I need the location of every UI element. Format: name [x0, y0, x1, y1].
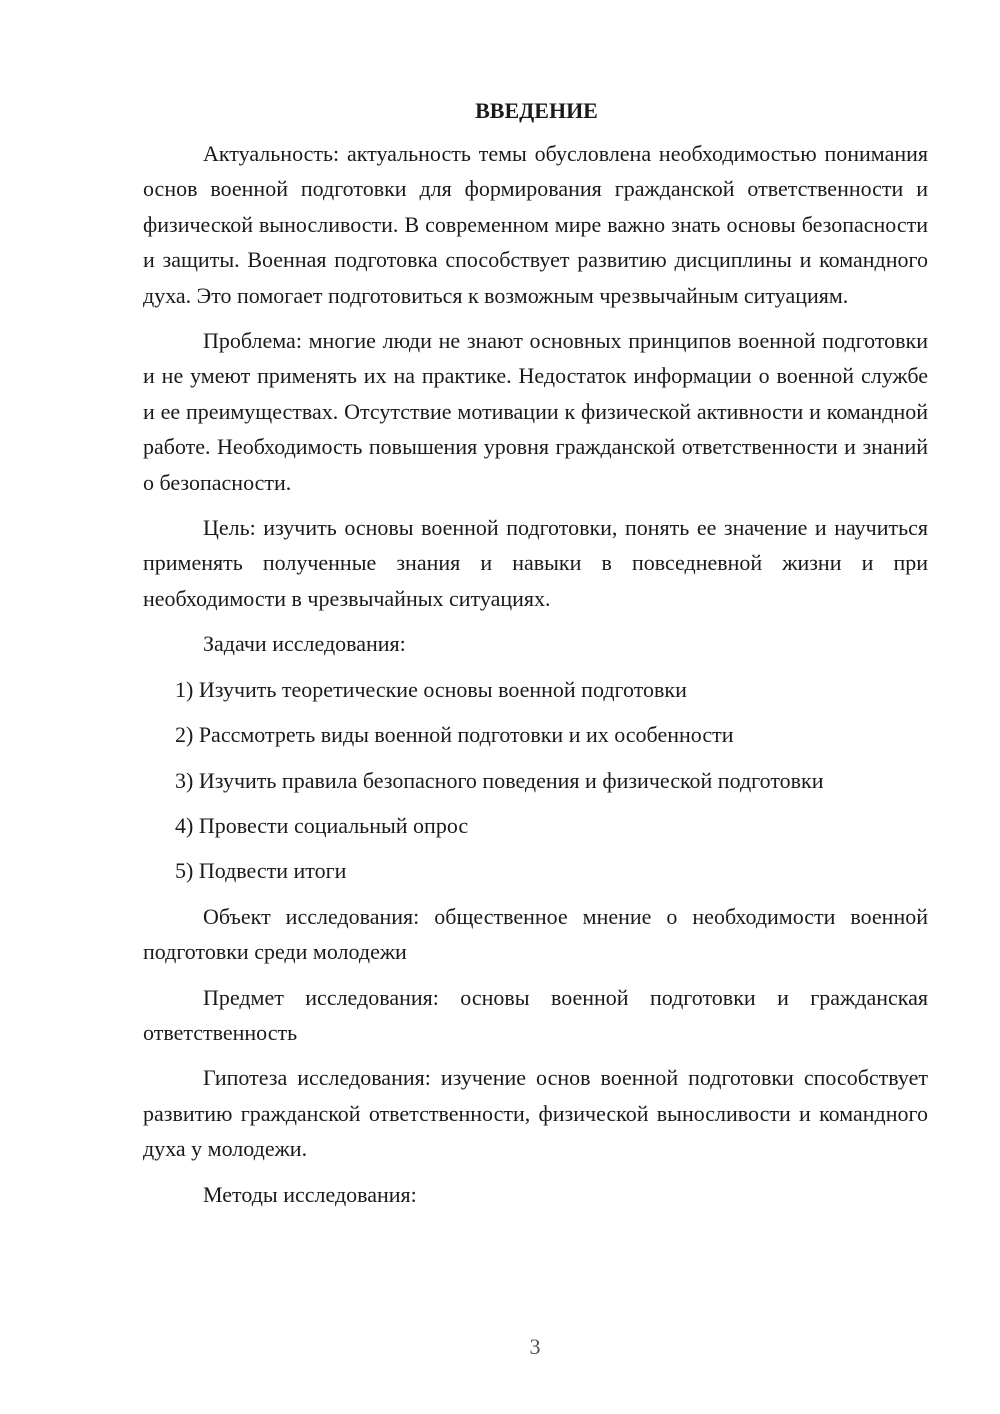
- problem-paragraph: Проблема: многие люди не знают основных принципов военной подготовки и не умеют применять их на практике. Недостаток информации о военной службе и ее преимуществах. Отсутствие мотивации к физической активности и командной работе. Необходимость повышения уровня гражданской ответственности и знаний о безопасности.: [143, 328, 928, 495]
- task-item: 4) Провести социальный опрос: [175, 812, 469, 838]
- task-item: 5) Подвести итоги: [175, 858, 347, 884]
- page-number: 3: [529, 1334, 541, 1359]
- task-item: 1) Изучить теоретические основы военной подготовки: [175, 676, 687, 702]
- subject-paragraph: Предмет исследования: основы военной подготовки и гражданская ответственность: [143, 984, 928, 1045]
- task-item: 2) Рассмотреть виды военной подготовки и их особенности: [175, 722, 734, 748]
- tasks-heading: Задачи исследования:: [203, 631, 406, 657]
- task-item: 3) Изучить правила безопасного поведения и физической подготовки: [175, 767, 824, 793]
- relevance-paragraph: Актуальность: актуальность темы обусловлена необходимостью понимания основ военной подготовки для формирования гражданской ответственности и физической выносливости. В современном мире важно знать основы безопасности и защиты. Военная подготовка способствует развитию дисциплины и командного духа. Это помогает подготовиться к возможным чрезвычайным ситуациям.: [143, 141, 928, 308]
- tasks-list: [143, 672, 928, 889]
- hypothesis-paragraph: Гипотеза исследования: изучение основ военной подготовки способствует развитию гражданской ответственности, физической выносливости и командного духа у молодежи.: [143, 1065, 928, 1162]
- object-paragraph: Объект исследования: общественное мнение о необходимости военной подготовки среди молодежи: [143, 903, 928, 965]
- document-title: ВВЕДЕНИЕ: [475, 98, 598, 123]
- document-page: [143, 96, 928, 1222]
- goal-paragraph: Цель: изучить основы военной подготовки, понять ее значение и научиться применять полученные знания и навыки в повседневной жизни и при необходимости в чрезвычайных ситуациях.: [143, 515, 928, 611]
- methods-heading: Методы исследования:: [203, 1181, 417, 1207]
